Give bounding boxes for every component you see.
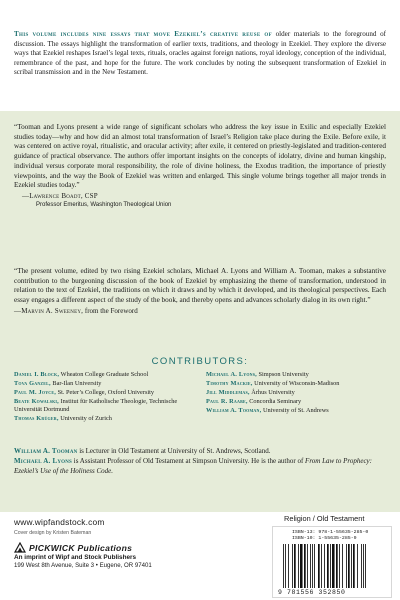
contributor-name: William A. Tooman,: [206, 407, 262, 415]
publisher-area: [0, 512, 400, 600]
barcode-bar: [310, 544, 311, 588]
barcode-bar: [307, 544, 308, 588]
barcode-bar: [300, 544, 303, 588]
publisher-url[interactable]: www.wipfandstock.com: [14, 517, 105, 527]
barcode-bar: [363, 544, 364, 588]
barcode-bar: [348, 544, 350, 588]
barcode-bar: [312, 544, 313, 588]
intro-lead: This volume includes nine essays that move Ezekiel’s creative reuse of: [14, 30, 272, 38]
quote-author: —Marvin A. Sweeney,: [14, 306, 84, 315]
contributor-entry: [206, 407, 386, 415]
bio-name: Michael A. Lyons: [14, 457, 73, 466]
barcode-bar: [339, 544, 340, 588]
barcode-icon: [281, 544, 385, 590]
barcode-area: [272, 514, 392, 596]
bio-tooman: [14, 447, 386, 456]
contributors-right-column: [206, 371, 386, 425]
contributor-name: Beate Kowalski,: [14, 398, 59, 406]
barcode-bar: [298, 544, 299, 588]
bio-lyons: [14, 457, 386, 476]
endorsement-boadt: [14, 123, 386, 209]
barcode-bar: [351, 544, 352, 588]
pickwick-logo-icon: [14, 542, 26, 553]
contributor-affiliation: Concordia Seminary: [249, 398, 302, 406]
endorsement-sweeney: [14, 267, 386, 315]
barcode-bar: [342, 544, 343, 588]
barcode-bar: [330, 544, 331, 588]
contributor-entry: [206, 389, 386, 397]
contributor-name: Jill Middlemas,: [206, 389, 250, 397]
barcode-bar: [324, 544, 325, 588]
contributor-affiliation: Institut für Katholische Theologie, Technische Universität Dortmund: [14, 398, 178, 414]
publisher-logo: [14, 542, 214, 553]
contributor-entry: [14, 415, 194, 423]
bio-text: is Assistant Professor of Old Testament at Simpson University. He is the author of: [73, 457, 304, 466]
publisher-address: 199 West 8th Avenue, Suite 3 • Eugene, OR 97401: [14, 562, 152, 569]
contributor-affiliation: University of St. Andrews: [262, 407, 329, 415]
barcode-bar: [365, 544, 366, 588]
contributor-entry: [206, 398, 386, 406]
bio-text: is Lecturer in Old Testament at University of St. Andrews, Scotland.: [79, 447, 271, 455]
contributor-affiliation: St. Peter’s College, Oxford University: [57, 389, 155, 397]
quote-text: “Tooman and Lyons present a wide range of significant scholars who address the key issue in Exilic and especially Ezekiel studies today—why and how did an almost total transformation of Israel’s Religion take place during the Exile. Before exile, it was centered on active royal, ritualistic, and oracular activity; after exile, it centered on priestly-legislated and tradition-centered guidance of practical observance. The authors offer important insights on the concepts of idolatry, divine and human kingship, individual versus corporate moral responsibility, the role of divine holiness, the Exodus tradition, the importance of priestly viewpoints, and the way the Book of Ezekiel was written and enlarged. This single volume brings together all major trends in Ezekiel studies today.”: [14, 123, 386, 190]
barcode-bar: [285, 544, 286, 588]
quote-affiliation: Professor Emeritus, Washington Theological Union: [36, 201, 172, 208]
contributor-affiliation: University of Zurich: [60, 415, 112, 423]
bio-book-title: From Law to Prophecy: Ezekiel’s Use of the Holiness Code.: [14, 457, 372, 475]
contributor-name: Daniel I. Block,: [14, 371, 60, 378]
contributor-name: Paul M. Joyce,: [14, 389, 57, 397]
barcode-bar: [292, 544, 293, 588]
barcode-bar: [294, 544, 296, 588]
barcode-bar: [332, 544, 335, 588]
barcode-bar: [321, 544, 322, 588]
contributor-entry: [14, 398, 194, 414]
barcode-bar: [327, 544, 329, 588]
quote-author: —Lawrence Boadt, CSP: [22, 191, 98, 200]
barcode-box: [272, 526, 392, 598]
intro-text: older materials to the foreground of discussion. The essays highlight the transformation of earlier texts, traditions, and theology in Ezekiel. They explore the diverse ways that Ezekiel reshapes Israel’s legal texts, rituals, oracles against foreign nations, royal ideology, conception of the individual, remembrance of the past, and hope for the future. The work concludes by noting the subsequent transformation of Ezekiel in scribal transmission and in the New Testament.: [14, 30, 386, 77]
quote-text: “The present volume, edited by two rising Ezekiel scholars, Michael A. Lyons and William A. Tooman, makes a substantive contribution to the burgeoning discussion of the book of Ezekiel by emphasizing the theme of transformation, understood in relation to the text of Ezekiel, the traditions on which it draws and by which it developed, and its theological perspectives. Each essay engages a different aspect of the study of the book, and thereby opens and advances scholarly dialog in its own right.”: [14, 267, 386, 305]
contributor-entry: [14, 371, 194, 379]
publisher-info: [14, 517, 214, 569]
quote-affiliation: from the Foreword: [83, 306, 138, 315]
barcode-bar: [346, 544, 347, 588]
publisher-name: PICKWICK Publications: [29, 542, 133, 553]
contributor-entry: [206, 380, 386, 388]
contributors-list: [14, 371, 386, 425]
editor-bios: [14, 447, 386, 477]
intro-paragraph: [14, 30, 386, 78]
contributor-name: Tova Ganzel,: [14, 380, 51, 388]
contributor-entry: [14, 389, 194, 397]
quote-attribution: [22, 192, 386, 209]
barcode-bar: [353, 544, 355, 588]
contributor-name: Thomas Krüger,: [14, 415, 59, 423]
barcode-bar: [357, 544, 358, 588]
contributor-entry: [206, 371, 386, 379]
barcode-bar: [283, 544, 284, 588]
contributor-name: Timothy Mackie,: [206, 380, 253, 388]
contributor-affiliation: Wheaton College Graduate School: [60, 371, 149, 378]
contributor-affiliation: Århus University: [251, 389, 295, 397]
isbn-block: [292, 530, 368, 542]
contributor-affiliation: Simpson University: [258, 371, 309, 378]
barcode-bar: [361, 544, 362, 588]
bio-name: William A. Tooman: [14, 447, 78, 455]
contributor-affiliation: Bar-Ilan University: [52, 380, 102, 388]
contributors-heading: CONTRIBUTORS:: [151, 356, 249, 367]
isbn-10: ISBN-10: 1-55635-285-9: [292, 536, 357, 541]
barcode-bar: [314, 544, 315, 588]
contributor-entry: [14, 380, 194, 388]
quote-attribution: [14, 307, 386, 316]
barcode-bar: [336, 544, 338, 588]
barcode-bar: [304, 544, 306, 588]
contributors-left-column: [14, 371, 194, 425]
barcode-number: 9 781556 352850: [278, 589, 346, 596]
contributor-name: Paul R. Raabe,: [206, 398, 248, 406]
publisher-imprint: An imprint of Wipf and Stock Publishers: [14, 554, 137, 561]
contributor-name: Michael A. Lyons,: [206, 371, 257, 378]
barcode-bar: [318, 544, 320, 588]
contributor-affiliation: University of Wisconsin-Madison: [254, 380, 340, 388]
isbn-13: ISBN-13: 978-1-55635-285-0: [292, 530, 369, 535]
barcode-bar: [288, 544, 289, 588]
subject-category: Religion / Old Testament: [284, 514, 365, 523]
cover-design-credit: Cover design by Kristen Bateman: [14, 530, 92, 536]
